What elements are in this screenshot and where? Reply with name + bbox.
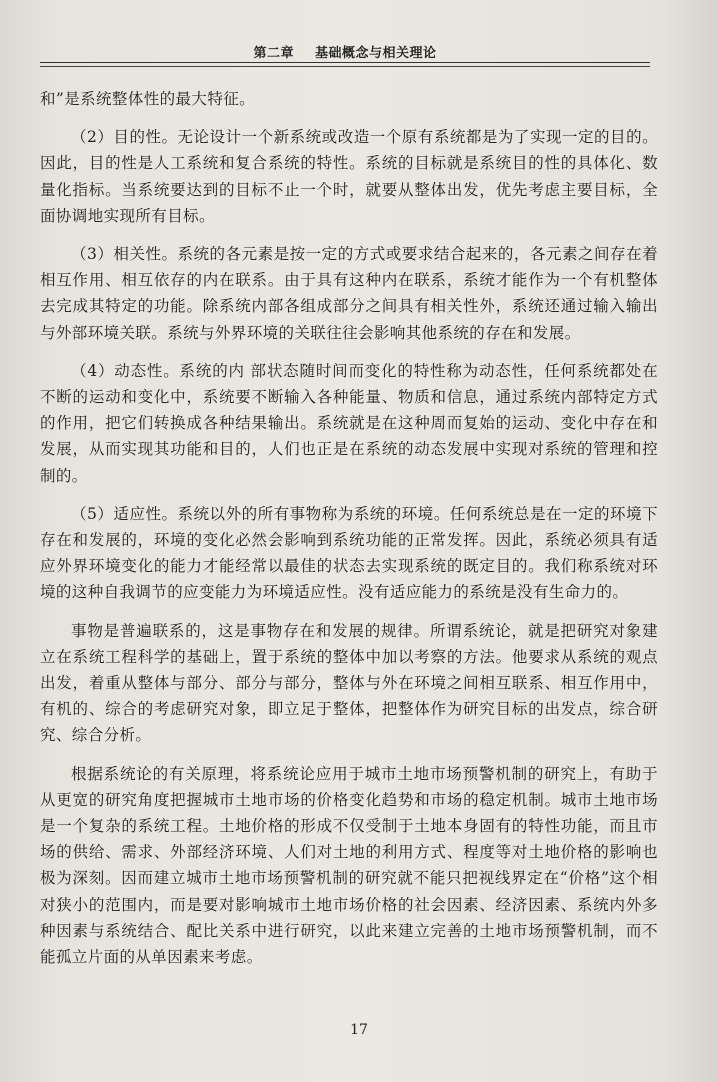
running-header bbox=[40, 42, 650, 61]
header-rule-thick bbox=[40, 62, 650, 63]
page-number: 17 bbox=[350, 1022, 368, 1038]
paragraph-dynamics: （4）动态性。系统的内 部状态随时间而变化的特性称为动态性，任何系统都处在不断的运动和变化中，系统要不断输入各种能量、物质和信息，通过系统内部特定方式的作用，把它们转换成各种结果输出。系统就是在这种周而复始的运动、变化中存在和发展，从而实现其功能和目的，人们也正是在系统的动态发展中实现对系统的管理和控制的。 bbox=[40, 361, 658, 485]
paragraph-purposiveness: （2）目的性。无论设计一个新系统或改造一个原有系统都是为了实现一定的目的。因此，目的性是人工系统和复合系统的特性。系统的目标就是系统目的性的具体化、数量化指标。当系统要达到的目标不止一个时，就要从整体出发，优先考虑主要目标，全面协调地实现所有目标。 bbox=[40, 128, 658, 225]
chapter-number: 第二章 bbox=[253, 46, 294, 61]
paragraph-continuation: 和”是系统整体性的最大特征。 bbox=[40, 90, 256, 108]
paragraph-adaptability: （5）适应性。系统以外的所有事物称为系统的环境。任何系统总是在一定的环境下存在和发展的，环境的变化必然会影响到系统功能的正常发挥。因此，系统必须具有适应外界环境变化的能力才能经常以最佳的状态去实现系统的既定目的。我们称系统对环境的这种自我调节的应变能力为环境适应性。没有适应能力的系统是没有生命力的。 bbox=[40, 504, 658, 602]
paragraph-correlation: （3）相关性。系统的各元素是按一定的方式或要求结合起来的，各元素之间存在着相互作用、相互依存的内在联系。由于具有这种内在联系，系统才能作为一个有机整体去完成其特定的功能。除系统内部各组成部分之间具有相关性外，系统还通过输入输出与外部环境关联。系统与外界环境的关联往往会影响其他系统的存在和发展。 bbox=[40, 245, 658, 342]
paragraph-application: 根据系统论的有关原理，将系统论应用于城市土地市场预警机制的研究上，有助于从更宽的研究角度把握城市土地市场的价格变化趋势和市场的稳定机制。城市土地市场是一个复杂的系统工程。土地价格的形成不仅受制于土地本身固有的特性功能，而且市场的供给、需求、外部经济环境、人们对土地的利用方式、程度等对土地价格的影响也极为深刻。因而建立城市土地市场预警机制的研究就不能只把视线界定在“价格”这个相对狭小的范围内，而是要对影响城市土地市场价格的社会因素、经济因素、系统内外多种因素与系统结合、配比关系中进行研究，以此来建立完善的土地市场预警机制，而不能孤立片面的从单因素来考虑。 bbox=[40, 764, 658, 967]
paragraph-system-theory: 事物是普遍联系的，这是事物存在和发展的规律。所谓系统论，就是把研究对象建立在系统工程科学的基础上，置于系统的整体中加以考察的方法。他要求从系统的观点出发，着重从整体与部分、部分与部分，整体与外在环境之间相互联系、相互作用中，有机的、综合的考虑研究对象，即立足于整体，把整体作为研究目标的出发点，综合研究、综合分析。 bbox=[40, 621, 658, 745]
body-text bbox=[40, 86, 658, 982]
chapter-title: 基础概念与相关理论 bbox=[315, 46, 437, 61]
header-rule-thin bbox=[40, 66, 650, 67]
